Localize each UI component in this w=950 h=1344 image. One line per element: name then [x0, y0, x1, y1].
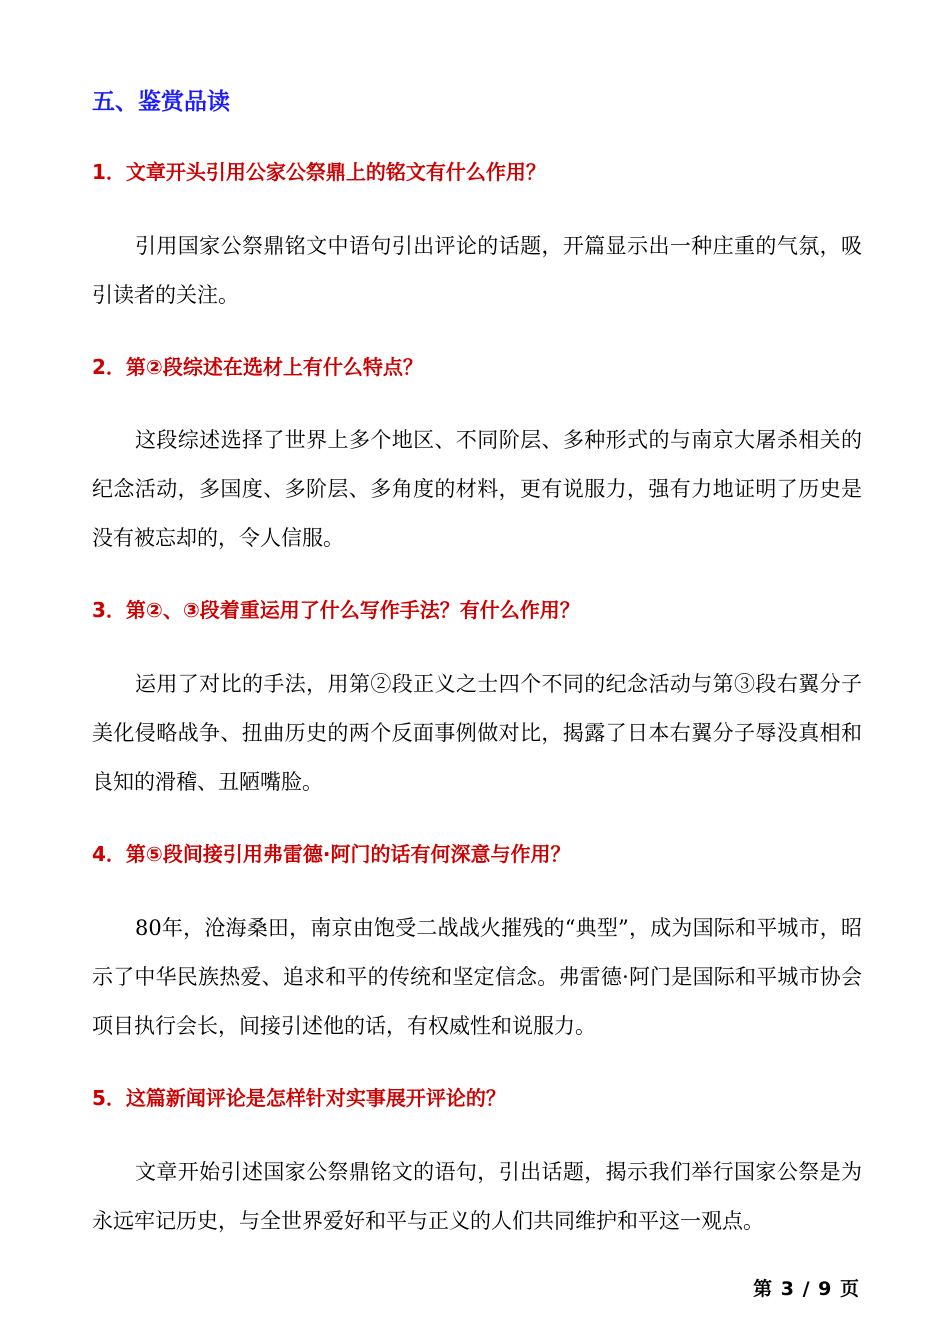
page-number: 第 3 / 9 页: [753, 1278, 860, 1300]
answer-4: 80年，沧海桑田，南京由饱受二战战火摧残的“典型”，成为国际和平城市，昭示了中华民族热爱、追求和平的传统和坚定信念。弗雷德·阿门是国际和平城市协会项目执行会长，间接引述他的话，有权威性和说服力。: [92, 916, 862, 1038]
answer-2: 这段综述选择了世界上多个地区、不同阶层、多种形式的与南京大屠杀相关的纪念活动，多国度、多阶层、多角度的材料，更有说服力，强有力地证明了历史是没有被忘却的，令人信服。: [92, 428, 862, 550]
answer-3: 运用了对比的手法，用第②段正义之士四个不同的纪念活动与第③段右翼分子美化侵略战争、扭曲历史的两个反面事例做对比，揭露了日本右翼分子辱没真相和良知的滑稽、丑陋嘴脸。: [92, 672, 862, 794]
answer-1: 引用国家公祭鼎铭文中语句引出评论的话题，开篇显示出一种庄重的气氛，吸引读者的关注。: [92, 234, 862, 307]
question-1: 1．文章开头引用公家公祭鼎上的铭文有什么作用？: [92, 160, 546, 184]
answer-5: 文章开始引述国家公祭鼎铭文的语句，引出话题，揭示我们举行国家公祭是为永远牢记历史，与全世界爱好和平与正义的人们共同维护和平这一观点。: [92, 1160, 862, 1233]
question-2: 2．第②段综述在选材上有什么特点？: [92, 355, 423, 379]
question-5: 5．这篇新闻评论是怎样针对实事展开评论的？: [92, 1086, 506, 1110]
question-4: 4．第⑤段间接引用弗雷德·阿门的话有何深意与作用？: [92, 842, 571, 866]
question-3: 3．第②、③段着重运用了什么写作手法？有什么作用？: [92, 598, 580, 622]
section-title: 五、鉴赏品读: [92, 89, 230, 115]
